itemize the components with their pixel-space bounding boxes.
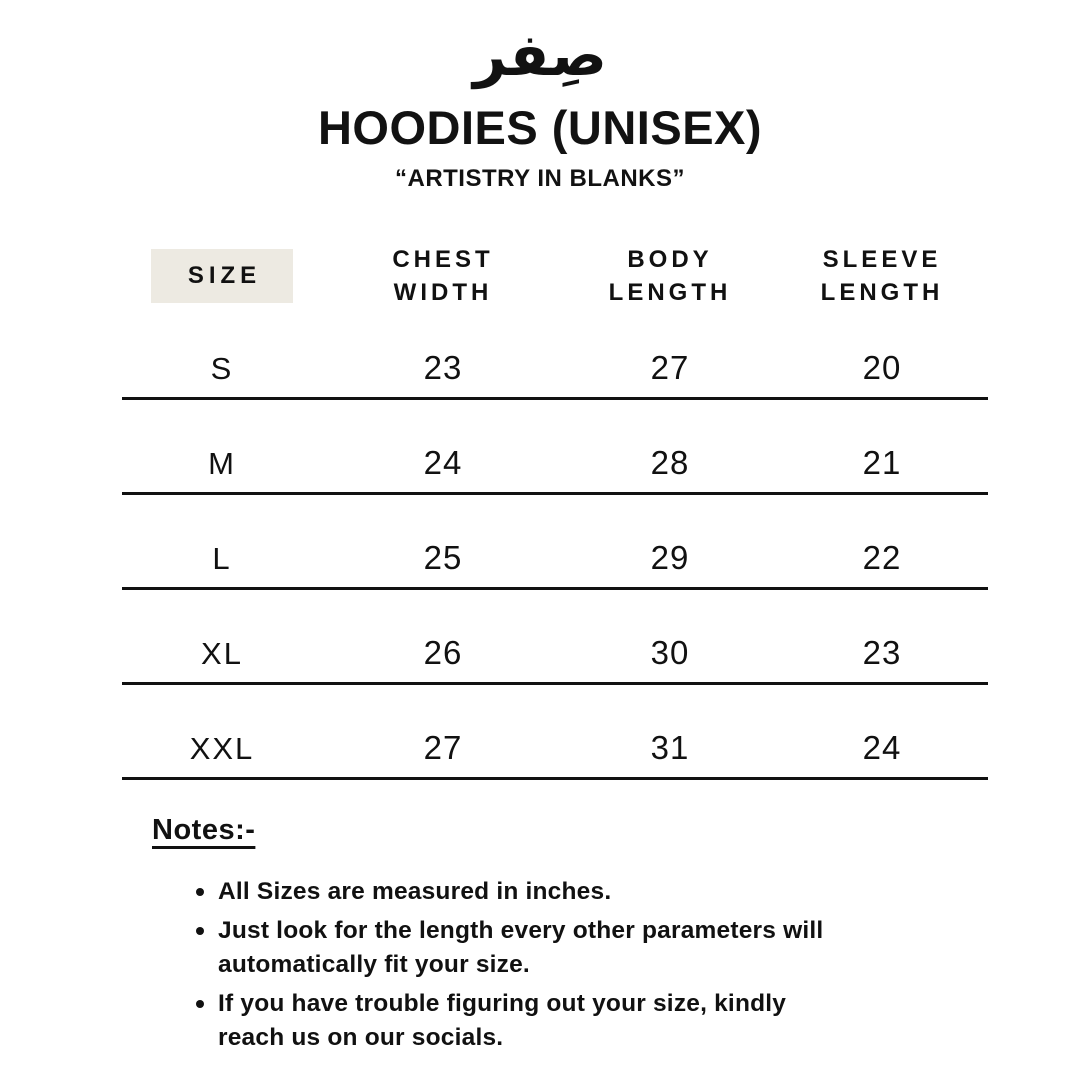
- size-cell: XL: [201, 636, 243, 671]
- body-length-cell: 28: [650, 444, 690, 481]
- table-row-xxl: [122, 685, 988, 780]
- chest-width-cell: 25: [423, 539, 463, 576]
- table-row-m: [122, 400, 988, 495]
- brand-calligraphy-logo: صِفر: [473, 21, 607, 89]
- note-text: If you have trouble figuring out your size, kindly reach us on our socials.: [218, 990, 787, 1051]
- sleeve-length-cell: 22: [862, 539, 902, 576]
- bullet-dot-icon: [196, 927, 204, 935]
- note-item: [196, 875, 846, 909]
- size-table: [122, 239, 988, 780]
- body-length-cell: 27: [650, 349, 690, 386]
- size-cell: M: [208, 446, 236, 481]
- chest-width-cell: 26: [423, 634, 463, 671]
- bullet-dot-icon: [196, 1000, 204, 1008]
- body-length-cell: 30: [650, 634, 690, 671]
- table-row-s: [122, 305, 988, 400]
- size-header-box: [151, 249, 293, 303]
- table-row-l: [122, 495, 988, 590]
- sleeve-length-cell: 20: [862, 349, 902, 386]
- note-item: [196, 914, 846, 982]
- body-length-cell: 31: [650, 729, 690, 766]
- sleeve-length-cell: 21: [862, 444, 902, 481]
- body-length-cell: 29: [650, 539, 690, 576]
- size-header-cell: [122, 249, 322, 303]
- chest-width-cell: 27: [423, 729, 463, 766]
- size-header-label: SIZE: [187, 262, 262, 289]
- note-text: Just look for the length every other parameters will automatically fit your size.: [218, 917, 824, 978]
- size-cell: S: [210, 351, 234, 386]
- notes-section: [152, 814, 932, 1055]
- page-title: HOODIES (UNISEX): [317, 101, 763, 154]
- table-row-xl: [122, 590, 988, 685]
- notes-list: [196, 875, 846, 1055]
- column-header-sleeve-length: SLEEVE LENGTH: [820, 246, 944, 306]
- column-header-chest-width: CHEST WIDTH: [392, 246, 494, 306]
- table-header-row: [122, 239, 988, 305]
- note-item: [196, 987, 846, 1055]
- chest-width-cell: 24: [423, 444, 463, 481]
- notes-heading: Notes:-: [152, 814, 256, 846]
- size-cell: XXL: [189, 731, 255, 766]
- bullet-dot-icon: [196, 888, 204, 896]
- column-header-body-length: BODY LENGTH: [608, 246, 732, 306]
- sleeve-length-cell: 24: [862, 729, 902, 766]
- size-cell: L: [212, 541, 232, 576]
- chest-width-cell: 23: [423, 349, 463, 386]
- note-text: All Sizes are measured in inches.: [218, 878, 612, 905]
- page-subtitle: “ARTISTRY IN BLANKS”: [394, 165, 685, 192]
- sleeve-length-cell: 23: [862, 634, 902, 671]
